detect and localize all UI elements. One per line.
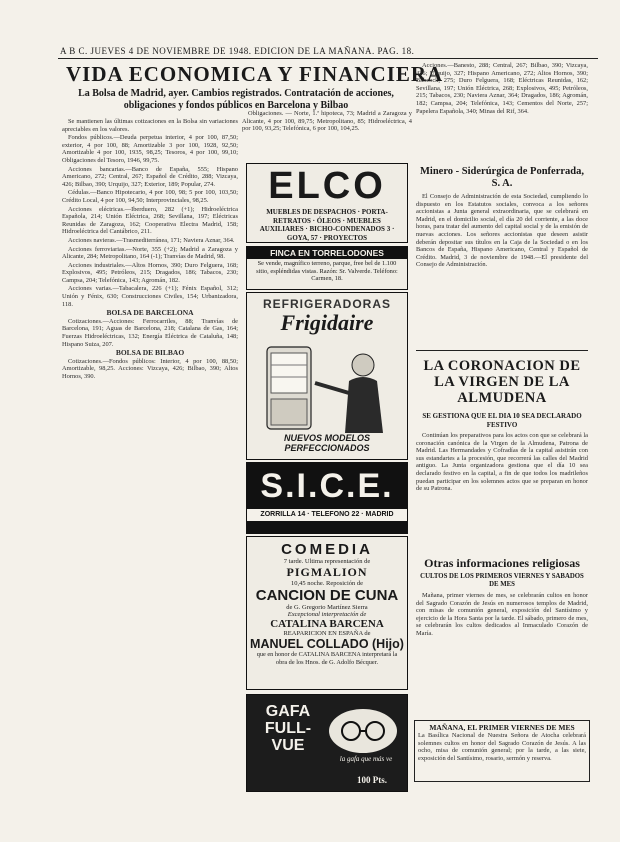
comedia-play-1: PIGMALION [286, 565, 368, 579]
comedia-theatre-name: COMEDIA [281, 541, 373, 558]
ad-elco-brand: ELCO [268, 165, 386, 207]
comedia-line: de G. Gregorio Martínez Sierra [286, 604, 368, 611]
header-rule [58, 58, 598, 59]
article-paragraph: Cédulas.—Banco Hipotecario, 4 por 100, 98; 5 por 100, 103,50; Crédito Local, 4 por 100, 94,50; Interprovinciales, 98,25. [62, 189, 238, 204]
comedia-line: 7 tarde. Ultima representación de [283, 558, 371, 565]
friday-box-text: La Basílica Nacional de Nuestra Señora de Atocha celebrará solemnes cultos en honor del Sagrado Corazón de Jesús. A las ocho, misa de comunión general; por la tarde, a las siete, exposición del Santísimo, rosario, sermón y reserva. [418, 732, 586, 762]
comedia-line: REAPARICION EN ESPAÑA de [283, 630, 371, 637]
section-headline: VIDA ECONOMICA Y FINANCIERA [66, 62, 444, 86]
gafa-price: 100 Pts. [357, 775, 387, 785]
comedia-line: 10,45 noche. Reposición de [290, 580, 364, 587]
ad-sice-brand: S.I.C.E. [260, 467, 394, 505]
ad-refrigerator-brand: Frigidaire [280, 310, 374, 335]
religious-info-text [416, 592, 588, 712]
religious-info-headline: Otras informaciones religiosas [424, 556, 580, 570]
ad-comedia-theatre [246, 536, 408, 690]
gafa-brand: GAFA FULL-VUE [264, 703, 312, 754]
left-column [62, 118, 238, 830]
article-paragraph: Obligaciones. — Norte, 1.ª hipoteca, 73; Madrid a Zaragoza y Alicante, 4 por 100, 89,75; Metropolitano, 85; Hidroeléctrica, 4 por 100, 93,25; Telefónica, 6 por 100, 104,25. [242, 110, 412, 133]
article-paragraph: Mañana, primer viernes de mes, se celebrarán cultos en honor del Sagrado Corazón de Jesús en numerosos templos de Madrid, con misas de comunión general, exposición del Santísimo y ejercicio de la Hora Santa por la tarde. El sábado, primero de mes, se celebrarán los cultos dedicados al Inmaculado Corazón de María. [416, 592, 588, 637]
friday-box [414, 720, 590, 782]
ad-elco-text: MUEBLES DE DESPACHOS · PORTA-RETRATOS · ÓLEOS · MUEBLES AUXILIARES · BICHO-CONDENADOS 3 · GOYA, 57 · PROYECTOS [259, 208, 395, 242]
refrigerator-illustration [253, 343, 401, 433]
mine-company-text [416, 193, 588, 343]
ad-finca-title: FINCA EN TORRELODONES [247, 247, 407, 259]
glasses-illustration [325, 705, 401, 755]
subheading-barcelona: BOLSA DE BARCELONA [106, 308, 194, 318]
ad-refrigerator [246, 292, 408, 460]
page-header: A B C. JUEVES 4 DE NOVIEMBRE DE 1948. EDICION DE LA MAÑANA. PAG. 18. [60, 46, 415, 56]
ad-refrigerator-caption: NUEVOS MODELOS PERFECCIONADOS [283, 433, 370, 453]
article-paragraph: Fondos públicos.—Deuda perpetua interior, 4 por 100, 87,50; exterior, 4 por 100, 88; Amortizable 3 por 100, 1928, 92,50; Amortizable 4 por 100, 1935, 98,25; Tesoros, 4 por 100, 99,10; Obligaciones del Tesoro, 1946, 99,75. [62, 134, 238, 164]
article-paragraph: El Consejo de Administración de esta Sociedad, cumpliendo lo dispuesto en los Estatutos sociales, convoca a los señores accionistas a Junta general extraordinaria, que se celebrará en Madrid, en el domicilio social, el día 20 del corriente, a las doce horas, para tratar del aumento del capital social y de la emisión de nuevas acciones. Los señores accionistas que deseen asistir deberán depositar sus títulos en la Caja de la Sociedad o en los Bancos de España, Hispano Americano, Central y Español de Crédito. Madrid, 3 de noviembre de 1948.—El presidente del Consejo de Administración. [416, 193, 588, 269]
article-paragraph: Acciones ferroviarias.—Norte, 355 (+2); Madrid a Zaragoza y Alicante, 284; Metropolitano, 164 (-1); Tranvías de Madrid, 98. [62, 245, 238, 261]
article-paragraph: Acciones.—Banesto, 288; Central, 267; Bilbao, 390; Vizcaya, 426; Urquijo, 327; Hispano Americano, 272; Altos Hornos, 390; Babcock, 275; Duro Felguera, 168; Eléctricas Reunidas, 162; Sevillana, 197; Unión Eléctrica, 268; Explosivos, 495; Petróleos, 215; Tabacos, 230; Naviera Aznar, 364; Dragados, 186; Agromán, 182; Campsa, 204; Telefónica, 143; Cementos del Norte, 257; Papelera Española, 340; Minas del Rif, 364. [416, 62, 588, 115]
ad-finca-text: Se vende, magnífico terreno, parque, free bel de 1.100 sitio, espléndidas vistas. Razón: Sr. Valverde. Teléfono: Carmen, 18. [256, 260, 398, 283]
article-paragraph: Acciones varias.—Tabacalera, 226 (+1); Fénix Español, 312; Unión y Fénix, 630; Construcciones Civiles, 154; Urbanizadora, 118. [62, 285, 238, 308]
ad-gafa-fullvue [246, 694, 408, 792]
middle-column-text [242, 110, 412, 160]
section-subheadline: La Bolsa de Madrid, ayer. Cambios registrados. Contratación de acciones, obligaciones y fondos públicos en Barcelona y Bilbao [78, 88, 394, 111]
gafa-slogan: la gafa que más ve [339, 755, 393, 763]
comedia-actor: MANUEL COLLADO (Hijo) [250, 637, 404, 651]
mine-company-title: Minero - Siderúrgica de Ponferrada, S. A. [420, 166, 584, 189]
coronation-headline: LA CORONACION DE LA VIRGEN DE LA ALMUDENA [423, 358, 581, 406]
right-column-quotes [416, 62, 588, 162]
ad-sice [246, 462, 408, 534]
article-paragraph: Acciones industriales.—Altos Hornos, 390; Duro Felguera, 168; Explosivos, 495; Petróleos, 215; Dragados, 186; Tabacos, 230; Campsa, 204; Telefónica, 143; Agromán, 182. [62, 261, 238, 284]
subheading-bilbao: BOLSA DE BILBAO [115, 348, 185, 358]
article-paragraph: Acciones bancarias.—Banco de España, 555; Hispano Americano, 272; Central, 267; Español de Crédito, 288; Vizcaya, 426; Bilbao, 390; Urquijo, 327; Exterior, 189; Popular, 274. [62, 165, 238, 188]
article-paragraph: Cotizaciones.—Acciones: Ferrocarriles, 88; Tranvías de Barcelona, 191; Aguas de Barcelona, 218; Catalana de Gas, 164; Fuerzas Hidroeléctricas, 132; Energía Eléctrica de Cataluña, 148; Hispano Suiza, 207. [62, 317, 238, 348]
ad-sice-address: ZORRILLA 14 · TELEFONO 22 · MADRID [247, 509, 407, 521]
comedia-line: Excepcional interpretación de [287, 611, 367, 618]
comedia-actress: CATALINA BARCENA [270, 618, 384, 630]
coronation-text [416, 432, 588, 552]
ad-elco [246, 163, 408, 243]
coronation-subheadline: SE GESTIONA QUE EL DIA 10 SEA DECLARADO FESTIVO [422, 412, 582, 429]
article-paragraph: Cotizaciones.—Fondos públicos: Interior, 4 por 100, 88,50; Amortizable, 98,25. Acciones: Vizcaya, 426; Bilbao, 390; Altos Hornos, 390. [62, 357, 238, 380]
article-paragraph: Acciones navieras.—Trasmediterránea, 171; Naviera Aznar, 364. [68, 236, 235, 244]
article-paragraph: Acciones eléctricas.—Iberduero, 282 (+1); Hidroeléctrica Española, 214; Unión Eléctrica, 268; Sevillana, 197; Eléctricas Reunidas de Zaragoza, 162; Cooperativa Electra Madrid, 158; Hidroeléctrica del Cantábrico, 211. [62, 205, 238, 236]
religious-info-subheadline: CULTOS DE LOS PRIMEROS VIERNES Y SABADOS DE MES [420, 573, 584, 588]
article-paragraph: Se mantienen las últimas cotizaciones en la Bolsa sin variaciones apreciables en los valores. [62, 118, 238, 133]
comedia-play-2: CANCION DE CUNA [255, 587, 399, 604]
ad-finca [246, 246, 408, 290]
section-rule [416, 350, 588, 351]
comedia-line: que en honor de CATALINA BARCENA interpretará la obra de los Hnos. de G. Adolfo Bécquer. [256, 651, 398, 666]
ad-refrigerator-top: REFRIGERADORAS [262, 297, 391, 311]
friday-box-title: MAÑANA, EL PRIMER VIERNES DE MES [429, 723, 575, 732]
article-paragraph: Continúan los preparativos para los actos con que se celebrará la coronación canónica de la Virgen de la Almudena, Patrona de Madrid. Las Hermandades y Cofradías de la capital asistirán con sus estandartes a la procesión, que recorrerá las calles del Madrid antiguo. La Junta organizadora gestiona que el día 10 sea declarado festivo en la capital, a fin de que todos los madrileños puedan participar en los solemnes actos que se preparan en honor de su Patrona. [416, 432, 588, 493]
